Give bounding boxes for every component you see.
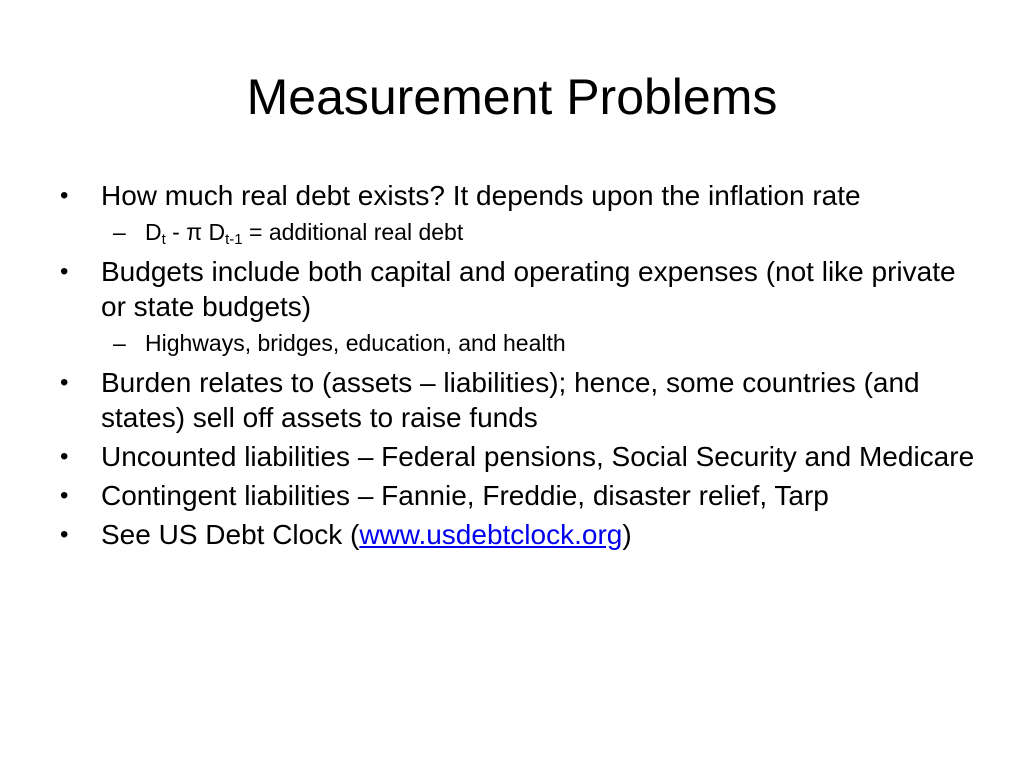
sub-bullet-item xyxy=(60,217,975,247)
bullet-text: Uncounted liabilities – Federal pensions, Social Security and Medicare xyxy=(101,441,975,472)
bullet-marker: • xyxy=(60,369,69,396)
bullet-marker: • xyxy=(60,258,69,285)
bullet-text: Contingent liabilities – Fannie, Freddie, disaster relief, Tarp xyxy=(101,480,829,511)
formula-subscript-t-minus-1: t-1 xyxy=(225,231,243,248)
bullet-marker: • xyxy=(60,182,69,209)
bullet-item xyxy=(60,439,975,474)
bullet-item xyxy=(60,178,975,213)
sub-bullet-text: Highways, bridges, education, and health xyxy=(145,330,566,356)
formula xyxy=(145,219,464,248)
bullet-text: How much real debt exists? It depends upon the inflation rate xyxy=(101,180,861,211)
bullet-marker: • xyxy=(60,443,69,470)
formula-subscript-t: t xyxy=(161,231,166,248)
formula-d: D xyxy=(145,219,162,245)
bullet-item xyxy=(60,517,975,552)
sub-bullet-marker: – xyxy=(113,330,126,356)
bullet-marker: • xyxy=(60,521,69,548)
bullet-text-suffix: ) xyxy=(622,519,632,550)
slide-title: Measurement Problems xyxy=(246,69,778,125)
bullet-item xyxy=(60,254,975,324)
debt-clock-link[interactable]: www.usdebtclock.org xyxy=(359,519,623,550)
sub-bullet-marker: – xyxy=(113,219,126,245)
bullet-item xyxy=(60,478,975,513)
bullet-text: Burden relates to (assets – liabilities); hence, some countries (and states) sell off assets to raise funds xyxy=(101,367,920,433)
bullet-marker: • xyxy=(60,482,69,509)
bullet-text xyxy=(101,519,632,550)
bullet-text: Budgets include both capital and operating expenses (not like private or state budgets) xyxy=(101,256,956,322)
bullet-item xyxy=(60,365,975,435)
formula-operator: - π D xyxy=(165,219,226,245)
bullet-list xyxy=(60,178,975,556)
sub-bullet-item xyxy=(60,328,975,358)
bullet-text-prefix: See US Debt Clock ( xyxy=(101,519,360,550)
formula-rest: = additional real debt xyxy=(242,219,464,245)
